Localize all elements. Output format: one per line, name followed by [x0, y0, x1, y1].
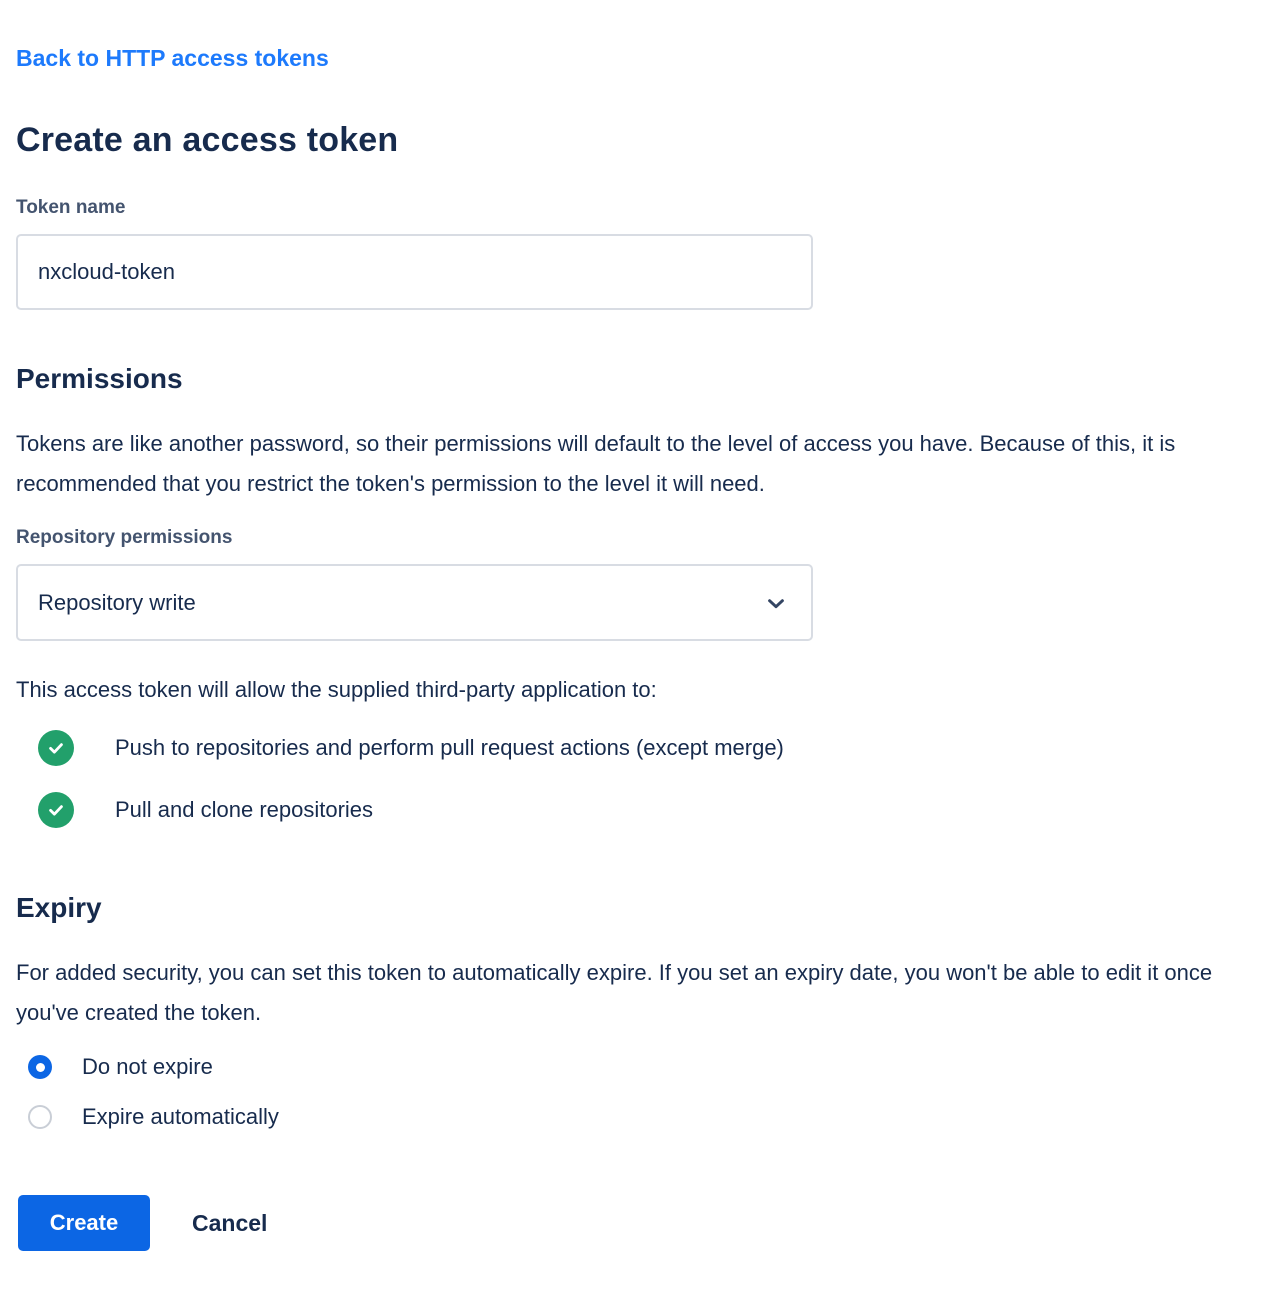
permissions-description: Tokens are like another password, so their permissions will default to the level of access you have. Because of this, it is recommended that you restrict the token's permission to the level it will need.	[16, 431, 1176, 496]
radio-expire-automatically[interactable]	[28, 1104, 1258, 1130]
cancel-button[interactable]: Cancel	[192, 1209, 268, 1236]
repository-permissions-label: Repository permissions	[16, 527, 233, 548]
expiry-description: For added security, you can set this token to automatically expire. If you set an expiry date, you won't be able to edit it once you've created the token.	[16, 960, 1213, 1025]
expiry-heading: Expiry	[16, 892, 102, 923]
capability-text-push: Push to repositories and perform pull request actions (except merge)	[115, 735, 784, 760]
back-to-http-access-tokens-link[interactable]: Back to HTTP access tokens	[16, 45, 329, 71]
repository-permissions-select[interactable]	[16, 564, 813, 641]
check-circle-icon	[38, 730, 74, 766]
radio-unselected-icon[interactable]	[28, 1105, 52, 1129]
token-name-input[interactable]	[16, 234, 813, 310]
capability-item-pull	[38, 792, 1258, 828]
page-title: Create an access token	[16, 121, 399, 159]
token-name-label: Token name	[16, 197, 126, 218]
form-actions	[16, 1195, 1258, 1251]
chevron-down-icon	[765, 592, 787, 614]
capability-item-push	[38, 730, 1258, 766]
radio-do-not-expire[interactable]	[28, 1054, 1258, 1080]
radio-do-not-expire-label: Do not expire	[82, 1054, 213, 1079]
permissions-heading: Permissions	[16, 363, 183, 394]
radio-selected-icon[interactable]	[28, 1055, 52, 1079]
repository-permissions-selected-value: Repository write	[38, 589, 196, 615]
radio-expire-automatically-label: Expire automatically	[82, 1104, 279, 1129]
create-button[interactable]: Create	[18, 1195, 150, 1251]
capability-text-pull: Pull and clone repositories	[115, 797, 374, 822]
capability-list	[16, 730, 1258, 828]
expiry-radio-group	[16, 1054, 1258, 1130]
allow-intro-text: This access token will allow the supplied third-party application to:	[16, 677, 657, 702]
check-circle-icon	[38, 792, 74, 828]
